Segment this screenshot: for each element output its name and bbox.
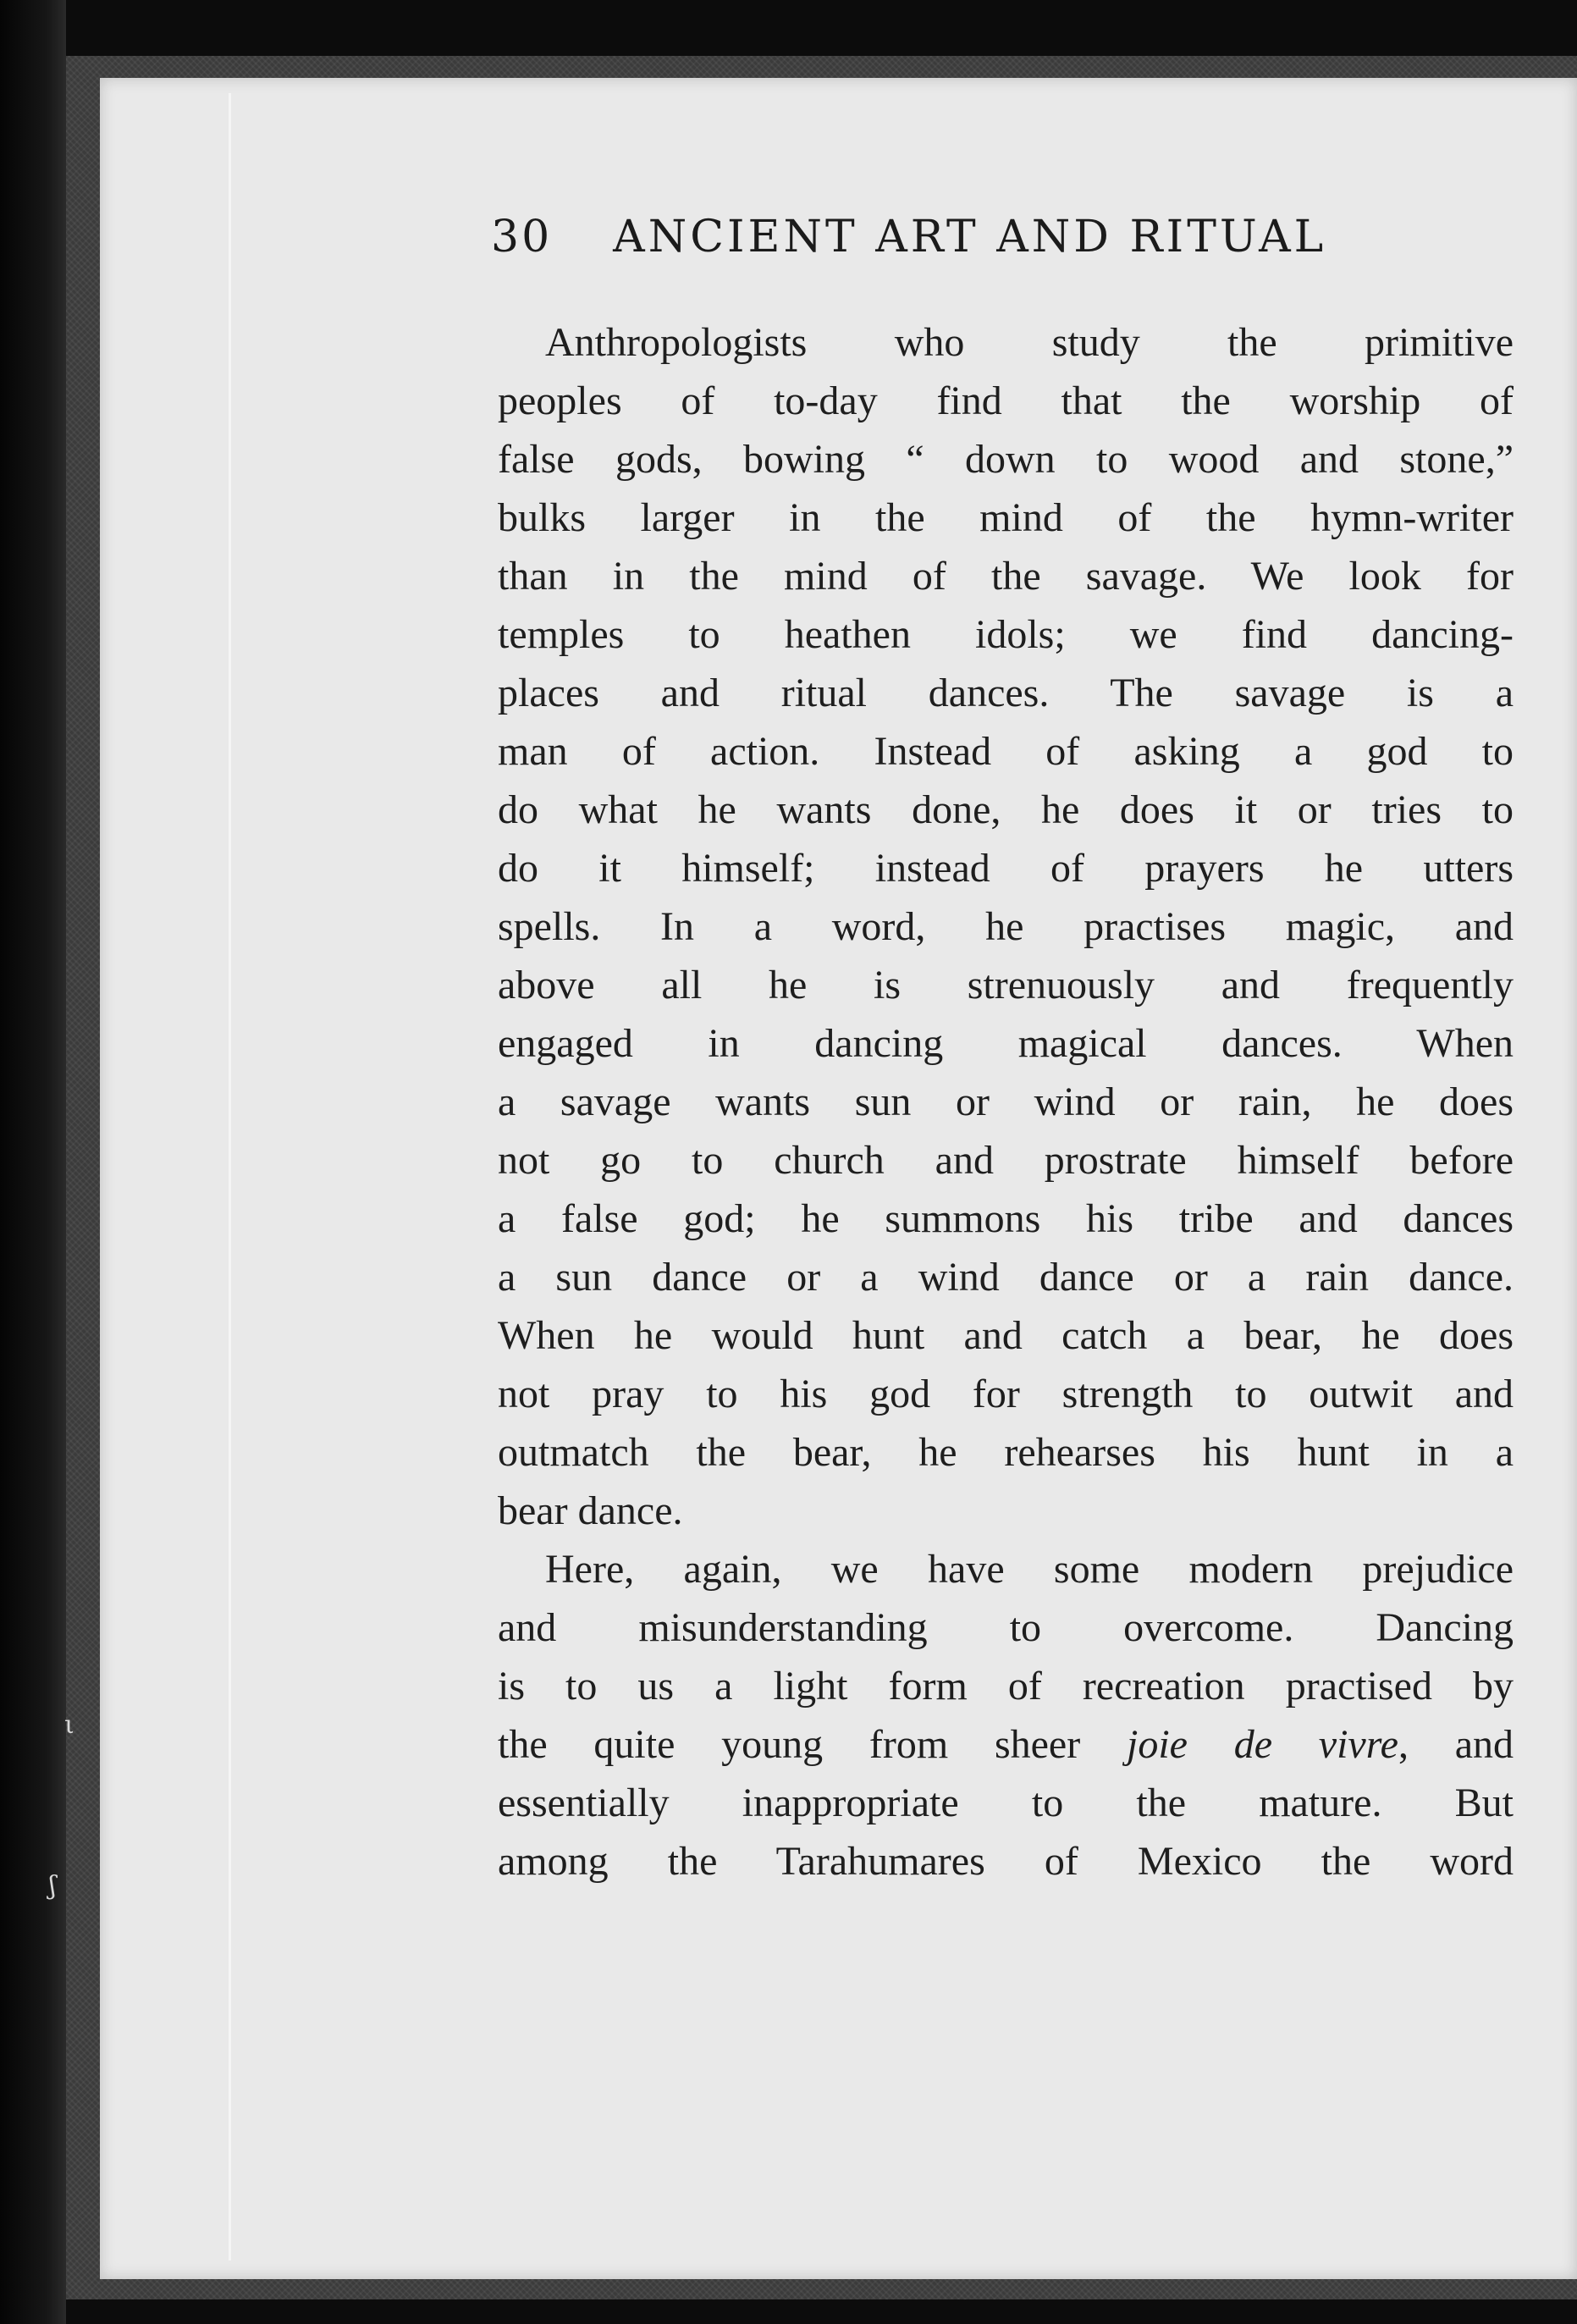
text-line: places and ritual dances. The savage is a bbox=[498, 671, 1514, 715]
text-line: and misunderstanding to overcome. Dancing bbox=[498, 1605, 1514, 1650]
italic-phrase: joie de vivre bbox=[1126, 1722, 1398, 1767]
text-line: essentially inappropriate to the mature. But bbox=[498, 1780, 1514, 1825]
text-line: a savage wants sun or wind or rain, he does bbox=[498, 1079, 1514, 1124]
text-line: not go to church and prostrate himself before bbox=[498, 1138, 1514, 1183]
text-line: bear dance. bbox=[498, 1488, 683, 1533]
text-line: false gods, bowing “ down to wood and stone,” bbox=[498, 437, 1514, 482]
text-line: than in the mind of the savage. We look for bbox=[498, 554, 1514, 599]
text-line: bulks larger in the mind of the hymn-writer bbox=[498, 495, 1514, 540]
text-line: a sun dance or a wind dance or a rain dance. bbox=[498, 1255, 1514, 1300]
text-line: a false god; he summons his tribe and dances bbox=[498, 1196, 1514, 1241]
running-header bbox=[491, 212, 1388, 262]
text-line-with-italic bbox=[498, 1715, 1514, 1774]
text-line: peoples of to-day find that the worship of bbox=[498, 378, 1514, 423]
text-line: Anthropologists who study the primitive bbox=[545, 320, 1514, 365]
text-line: do it himself; instead of prayers he utters bbox=[498, 846, 1514, 891]
edge-scan-mark: ι bbox=[64, 1710, 74, 1740]
text-line: above all he is strenuously and frequently bbox=[498, 963, 1514, 1007]
text-line: not pray to his god for strength to outwit and bbox=[498, 1372, 1514, 1416]
text-line: temples to heathen idols; we find dancing- bbox=[498, 612, 1514, 657]
text-segment: , and bbox=[1398, 1722, 1514, 1767]
paragraph-2 bbox=[498, 1540, 1514, 1891]
text-segment: the quite young from sheer bbox=[498, 1722, 1127, 1767]
text-line: do what he wants done, he does it or tries to bbox=[498, 787, 1514, 832]
text-line: outmatch the bear, he rehearses his hunt in a bbox=[498, 1430, 1514, 1475]
text-line: spells. In a word, he practises magic, and bbox=[498, 904, 1514, 949]
page-number: 30 bbox=[491, 212, 553, 262]
text-line: is to us a light form of recreation practised by bbox=[498, 1664, 1514, 1708]
edge-scan-mark: ʃ bbox=[49, 1871, 57, 1901]
text-line: engaged in dancing magical dances. When bbox=[498, 1021, 1514, 1066]
body-text bbox=[498, 313, 1514, 1891]
paragraph-1 bbox=[498, 313, 1514, 1540]
text-line: When he would hunt and catch a bear, he does bbox=[498, 1313, 1514, 1358]
text-line: among the Tarahumares of Mexico the word bbox=[498, 1839, 1514, 1884]
page-fold-line bbox=[229, 93, 231, 2261]
running-title: ANCIENT ART AND RITUAL bbox=[613, 212, 1327, 262]
text-line: Here, again, we have some modern prejudice bbox=[545, 1547, 1514, 1592]
book-gutter-shadow bbox=[0, 0, 66, 2324]
text-line: man of action. Instead of asking a god to bbox=[498, 729, 1514, 774]
